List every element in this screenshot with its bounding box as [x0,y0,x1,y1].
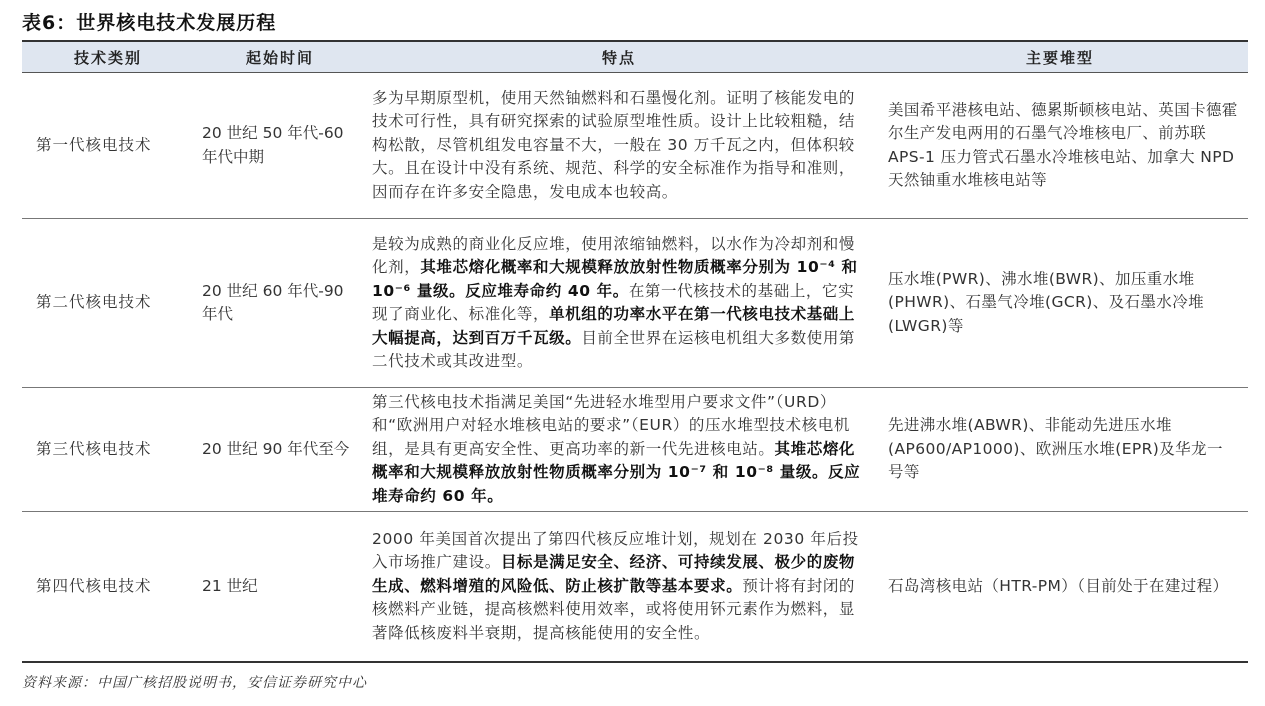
cell-features [366,512,872,663]
cell-features [366,219,872,388]
cell-category: 第一代核电技术 [22,73,194,219]
feature-bold-text: 目标是满足安全、经济、可持续发展、极少的废物生成、燃料增殖的风险低、防止核扩散等基本要求。 [372,553,856,595]
feature-bold-text: 其堆芯熔化概率和大规模释放放射性物质概率分别为 10⁻⁷ 和 10⁻⁸ 量级。反应堆寿命约 60 年。 [372,439,861,505]
cell-period: 20 世纪 50 年代-60 年代中期 [194,73,366,219]
table-row [22,512,1248,663]
table-row [22,73,1248,219]
feature-text: 2000 年美国首次提出了第四代核反应堆计划，规划在 2030 年后投入市场推广建设。 [372,529,859,572]
feature-text: 预计将有封闭的核燃料产业链，提高核燃料使用效率，或将使用钚元素作为燃料，显著降低核废料半衰期，提高核能使用的安全性。 [372,576,856,642]
cell-period: 20 世纪 90 年代至今 [194,388,366,512]
feature-text: 多为早期原型机，使用天然铀燃料和石墨慢化剂。证明了核能发电的技术可行性，具有研究探索的试验原型堆性质。设计上比较粗糙，结构松散，尽管机组发电容量不大，一般在 30 万千瓦之内，但体积较大。且在设计中没有系统、规范、科学的安全标准作为指导和准则，因而存在许多安全隐患，发电成本也较高。 [372,88,856,201]
table-title: 表6：世界核电技术发展历程 [22,12,277,34]
table-row [22,388,1248,512]
header-category: 技术类别 [22,41,194,73]
header-period: 起始时间 [194,41,366,73]
cell-category: 第二代核电技术 [22,219,194,388]
cell-category: 第三代核电技术 [22,388,194,512]
cell-reactors: 压水堆(PWR)、沸水堆(BWR)、加压重水堆(PHWR)、石墨气冷堆(GCR)、及石墨水冷堆(LWGR)等 [872,219,1248,388]
table-header-row [22,41,1248,73]
nuclear-tech-table [22,40,1248,663]
source-note: 资料来源：中国广核招股说明书，安信证券研究中心 [22,675,367,691]
cell-features [366,388,872,512]
cell-category: 第四代核电技术 [22,512,194,663]
cell-period: 21 世纪 [194,512,366,663]
cell-reactors: 石岛湾核电站（HTR-PM）（目前处于在建过程） [872,512,1248,663]
cell-features [366,73,872,219]
feature-bold-text: 其堆芯熔化概率和大规模释放放射性物质概率分别为 10⁻⁴ 和 10⁻⁶ 量级。反应堆寿命约 40 年。 [372,258,858,300]
table-row [22,219,1248,388]
feature-text: 在第一代核技术的基础上，它实现了商业化、标准化等， [372,281,855,323]
header-features: 特点 [366,41,872,73]
cell-reactors: 先进沸水堆(ABWR)、非能动先进压水堆(AP600/AP1000)、欧洲压水堆(EPR)及华龙一号等 [872,388,1248,512]
feature-text: 是较为成熟的商业化反应堆，使用浓缩铀燃料，以水作为冷却剂和慢化剂， [372,234,856,276]
feature-text: 目前全世界在运核电机组大多数使用第二代技术或其改进型。 [372,328,856,370]
cell-period: 20 世纪 60 年代-90 年代 [194,219,366,388]
header-reactors: 主要堆型 [872,41,1248,73]
feature-bold-text: 单机组的功率水平在第一代核电技术基础上大幅提高，达到百万千瓦级。 [372,305,856,347]
cell-reactors: 美国希平港核电站、德累斯顿核电站、英国卡德霍尔生产发电两用的石墨气冷堆核电厂、前苏联 APS-1 压力管式石墨水冷堆核电站、加拿大 NPD 天然铀重水堆核电站等 [872,73,1248,219]
feature-text: 第三代核电技术指满足美国“先进轻水堆型用户要求文件”（URD）和“欧洲用户对轻水堆核电站的要求”（EUR）的压水堆型技术核电机组，是具有更高安全性、更高功率的新一代先进核电站。 [372,392,850,458]
